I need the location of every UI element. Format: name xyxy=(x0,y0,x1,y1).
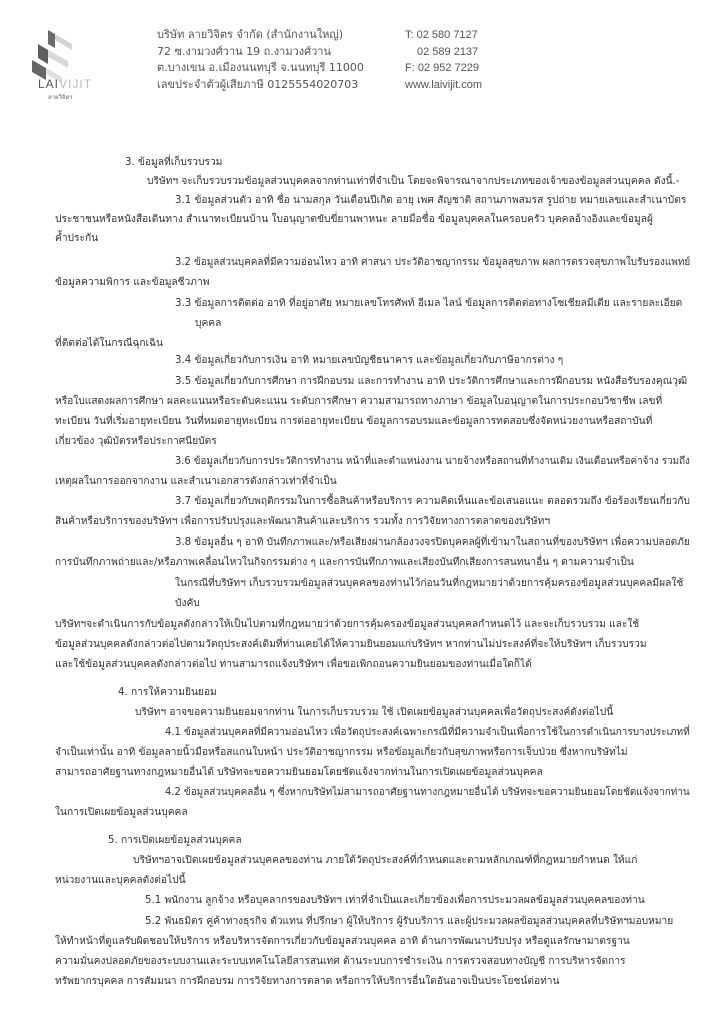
item-3-4: 3.4 ข้อมูลเกี่ยวกับการเงิน อาทิ หมายเลขบัญชีธนาคาร และข้อมูลเกี่ยวกับภาษีอากรต่าง ๆ xyxy=(175,355,564,366)
paragraph-line: บริษัทฯ จะเก็บรวบรวมข้อมูลส่วนบุคคลจากท่านเท่าที่จำเป็น โดยจะพิจารณาจากประเภทของเจ้าของข้อมูลส่วนบุคคล ดังนี้.- xyxy=(147,176,680,187)
phone-2: 02 589 2137 xyxy=(417,45,479,58)
paragraph-line: บริษัทฯอาจเปิดเผยข้อมูลส่วนบุคคลของท่าน ภายใต้วัตถุประสงค์ที่กำหนดและตามหลักเกณฑ์ที่กฎหมายกำหนด ให้แก่ xyxy=(133,855,638,866)
item-3-8: 3.8 ข้อมูลอื่น ๆ อาทิ บันทึกภาพและ/หรือเสียงผ่านกล้องวงจรปิดบุคคลผู้ที่เข้ามาในสถานที่ของบริษัทฯ เพื่อความปลอดภัย xyxy=(175,537,690,548)
paragraph-line: ให้ทำหน้าที่ดูแลรับผิดชอบให้บริการ หรือบริหารจัดการเกี่ยวกับข้อมูลส่วนบุคคล อาทิ ด้านการพัฒนาปรับปรุง หรือดูแลรักษามาตรฐาน xyxy=(55,936,630,947)
paragraph-line: บริษัทฯจะดำเนินการกับข้อมูลดังกล่าวให้เป็นไปตามที่กฎหมายว่าด้วยการคุ้มครองข้อมูลส่วนบุคคลกำหนดไว้ และจะเก็บรวบรวม และใช้ xyxy=(55,619,640,630)
address-line-2: ต.บางเขน อ.เมืองนนทบุรี จ.นนทบุรี 11000 xyxy=(157,61,364,74)
item-3-2: 3.2 ข้อมูลส่วนบุคคลที่มีความอ่อนไหว อาทิ ศาสนา ประวัติอาชญากรรม ข้อมูลสุขภาพ ผลการตรวจสุขภาพใบรับรองแพทย์ xyxy=(175,257,691,268)
item-4-2: 4.2 ข้อมูลส่วนบุคคลอื่น ๆ ซึ่งหากบริษัทไม่สามารถอาศัยฐานทางกฎหมายอื่นได้ บริษัทจะขอความยินยอมโดยชัดแจ้งจากท่าน xyxy=(165,787,690,798)
address-line-1: 72 ซ.งามวงศ์วาน 19 ถ.งามวงศ์วาน xyxy=(157,44,332,58)
company-name: บริษัท ลายวิจิตร จำกัด (สำนักงานใหญ่) xyxy=(157,28,344,41)
website-link[interactable]: www.laivijit.com xyxy=(405,78,483,91)
item-4-1: 4.1 ข้อมูลส่วนบุคคลที่มีความอ่อนไหว เพื่อวัตถุประสงค์เฉพาะกรณีที่มีความจำเป็นเพื่อการใช้ในการดำเนินการบางประเภทที่ xyxy=(165,727,690,738)
company-address xyxy=(157,27,364,93)
paragraph-line: ในกรณีที่บริษัทฯ เก็บรวบรวมข้อมูลส่วนบุคคลของท่านไว้ก่อนวันที่กฎหมายว่าด้วยการคุ้มครองข้อมูลส่วนบุคคลมีผลใช้ xyxy=(175,578,684,589)
paragraph-line: ที่ติดต่อได้ในกรณีฉุกเฉิน xyxy=(55,338,163,349)
paragraph-line: ประชาชนหรือหนังสือเดินทาง สำเนาทะเบียนบ้าน ใบอนุญาตขับขี่ยานพาหนะ ลายมือชื่อ ข้อมูลบุคคลในครอบครัว บุคคลอ้างอิงและข้อมูลผู้ xyxy=(55,214,653,225)
paragraph-line: และใช้ข้อมูลส่วนบุคคลดังกล่าวต่อไป ท่านสามารถแจ้งบริษัทฯ เพื่อขอเพิกถอนความยินยอมของท่านเมื่อใดก็ได้ xyxy=(55,659,532,670)
section-5-heading: 5. การเปิดเผยข้อมูลส่วนบุคคล xyxy=(108,835,242,846)
section-4-heading: 4. การให้ความยินยอม xyxy=(118,687,217,698)
letterhead xyxy=(0,0,724,110)
paragraph-line: หรือใบแสดงผลการศึกษา ผลคะแนนหรือระดับคะแนน ระดับการศึกษา ความสามารถทางภาษา ข้อมูลใบอนุญาตในการประกอบวิชาชีพ เลขที่ xyxy=(55,396,663,407)
contact-info xyxy=(405,27,482,93)
paragraph-line: ข้อมูลความพิการ และข้อมูลชีวภาพ xyxy=(55,277,210,288)
item-3-5: 3.5 ข้อมูลเกี่ยวกับการศึกษา การฝึกอบรม และการทำงาน อาทิ ประวัติการศึกษาและการฝึกอบรม หนังสือรับรองคุณวุฒิ xyxy=(175,376,688,387)
logo-thai-name: ลายวิจิตร xyxy=(48,94,73,101)
paragraph-line: การบันทึกภาพถ่ายและ/หรือภาพเคลื่อนไหวในกิจกรรมต่าง ๆ และการบันทึกภาพและเสียงบันทึกเสียงการสนทนาอื่น ๆ ตามความจำเป็น xyxy=(55,557,634,568)
tax-id: เลขประจำตัวผู้เสียภาษี 0125554020703 xyxy=(157,77,359,91)
paragraph-line: เกี่ยวข้อง วุฒิบัตรหรือประกาศนียบัตร xyxy=(55,436,217,447)
paragraph-line: ทรัพยากรบุคคล การสัมมนา การฝึกอบรม การวิจัยทางการตลาด หรือการให้บริการอื่นใดอันอาจเป็นประโยชน์ต่อท่าน xyxy=(55,976,560,987)
paragraph-line: ข้อมูลส่วนบุคคลดังกล่าวต่อไปตามวัตถุประสงค์เดิมที่ท่านเคยได้ให้ความยินยอมแก่บริษัทฯ หากท่านไม่ประสงค์ที่จะให้บริษัทฯ เก็บรวบรวม xyxy=(55,639,647,650)
item-5-2: 5.2 พันธมิตร คู่ค้าทางธุรกิจ ตัวแทน ที่ปรึกษา ผู้ให้บริการ ผู้รับบริการ และผู้ประมวลผลข้อมูลส่วนบุคคลที่บริษัทฯมอบหมาย xyxy=(145,916,674,927)
paragraph-line: บุคคล xyxy=(195,318,222,329)
logo-wordmark: LAIVIJIT xyxy=(38,77,93,91)
item-3-7: 3.7 ข้อมูลเกี่ยวกับพฤติกรรมในการซื้อสินค้าหรือบริการ ความคิดเห็นและข้อเสนอแนะ ตลอดรวมถึง ข้อร้องเรียนเกี่ยวกับ xyxy=(175,496,690,507)
paragraph-line: สินค้าหรือบริการของบริษัทฯ เพื่อการปรับปรุงและพัฒนาสินค้าและบริการ รวมทั้ง การวิจัยทางการตลาดของบริษัทฯ xyxy=(55,516,551,527)
paragraph-line: หน่วยงานและบุคคลดังต่อไปนี้ xyxy=(55,875,186,886)
paragraph-line: จำเป็นเท่านั้น อาทิ ข้อมูลลายนิ้วมือหรือสแกนใบหน้า ประวัติอาชญากรรม หรือข้อมูลเกี่ยวกับสุขภาพหรือการเจ็บป่วย ซึ่งหากบริษัทไม่ xyxy=(55,747,628,758)
item-5-1: 5.1 พนักงาน ลูกจ้าง หรือบุคลากรของบริษัทฯ เท่าที่จำเป็นและเกี่ยวข้องเพื่อการประมวลผลข้อมูลส่วนบุคคลของท่าน xyxy=(145,895,645,906)
fax: F: 02 952 7229 xyxy=(405,62,480,74)
paragraph-line: ค้ำประกัน xyxy=(55,233,99,244)
item-3-1: 3.1 ข้อมูลส่วนตัว อาทิ ชื่อ นามสกุล วันเดือนปีเกิด อายุ เพศ สัญชาติ สถานภาพสมรส รูปถ่าย หมายเลขและสำเนาบัตร xyxy=(175,195,687,206)
paragraph-line: ความมั่นคงปลอดภัยของระบบงานและระบบเทคโนโลยีสารสนเทศ ด้านระบบการชำระเงิน การตรวจสอบทางบัญชี การบริหารจัดการ xyxy=(55,956,626,967)
paragraph-line: ทะเบียน วันที่เริ่มอายุทะเบียน วันที่หมดอายุทะเบียน การต่ออายุทะเบียน ข้อมูลการอบรมและข้อมูลการทดสอบซึ่งจัดหน่วยงานหรือสถาบันที่ xyxy=(55,416,653,427)
paragraph-line: ในการเปิดเผยข้อมูลส่วนบุคคล xyxy=(55,807,188,818)
item-3-6: 3.6 ข้อมูลเกี่ยวกับการประวัติการทำงาน หน้าที่และตำแหน่งงาน นายจ้างหรือสถานที่ทำงานเดิม เงินเดือนหรือค่าจ้าง รวมถึง xyxy=(175,456,690,467)
phone-1: T: 02 580 7127 xyxy=(405,29,478,41)
item-3-3: 3.3 ข้อมูลการติดต่อ อาทิ ที่อยู่อาศัย หมายเลขโทรศัพท์ อีเมล ไลน์ ข้อมูลการติดต่อทางโซเชียลมีเดีย และรายละเอียด xyxy=(175,298,683,309)
section-3-heading: 3. ข้อมูลที่เก็บรวบรวม xyxy=(125,157,223,168)
paragraph-line: บริษัทฯ อาจขอความยินยอมจากท่าน ในการเก็บรวบรวม ใช้ เปิดเผยข้อมูลส่วนบุคคลเพื่อวัตถุประสงค์ดังต่อไปนี้ xyxy=(135,707,614,718)
paragraph-line: บังคับ xyxy=(175,598,200,609)
paragraph-line: สามารถอาศัยฐานทางกฎหมายอื่นได้ บริษัทจะขอความยินยอมโดยชัดแจ้งจากท่านในการเปิดเผยข้อมูลส่วนบุคคล xyxy=(55,767,543,778)
paragraph-line: เหตุผลในการออกจากงาน และสำเนาเอกสารดังกล่าวเท่าที่จำเป็น xyxy=(55,476,337,487)
